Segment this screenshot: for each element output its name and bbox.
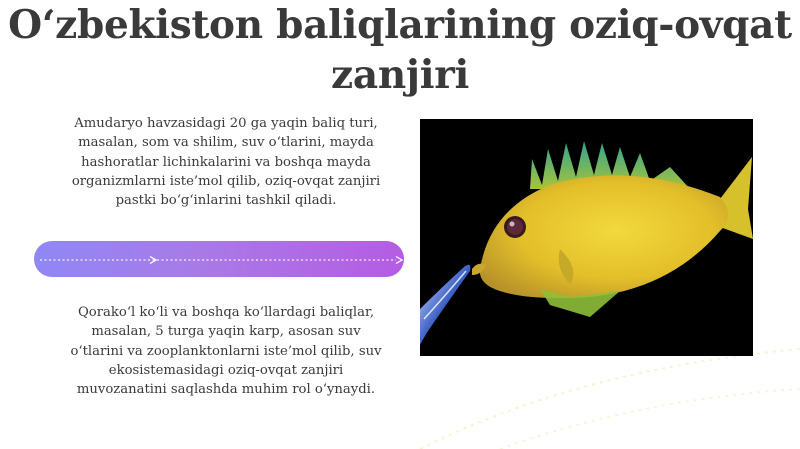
paragraph-bottom: Qorako‘l ko‘li va boshqa ko‘llardagi baliqlar, masalan, 5 turga yaqin karp, asosan suv o‘tlarini va zooplanktonlarni iste’mol qilib, suv ekosistemasidagi oziq-ovqat zanjiri muvozanatini saqlashda muhim rol o‘ynaydi. <box>70 305 382 398</box>
slide-title: O‘zbekiston baliqlarining oziq-ovqat zanjiri <box>8 2 792 98</box>
fish-photo <box>420 119 753 356</box>
paragraph-top: Amudaryo havzasidagi 20 ga yaqin baliq turi, masalan, som va shilim, suv o‘tlarini, mayda hashoratlar lichinkalarini va boshqa mayda organizmlarni iste’mol qilib, oziq-ovqat zanjiri pastki bo‘g‘inlarini tashkil qiladi. <box>71 116 381 209</box>
dotted-arrow-line <box>34 241 404 277</box>
gradient-divider-bar <box>34 241 404 277</box>
rabbitfish-illustration <box>420 119 753 356</box>
